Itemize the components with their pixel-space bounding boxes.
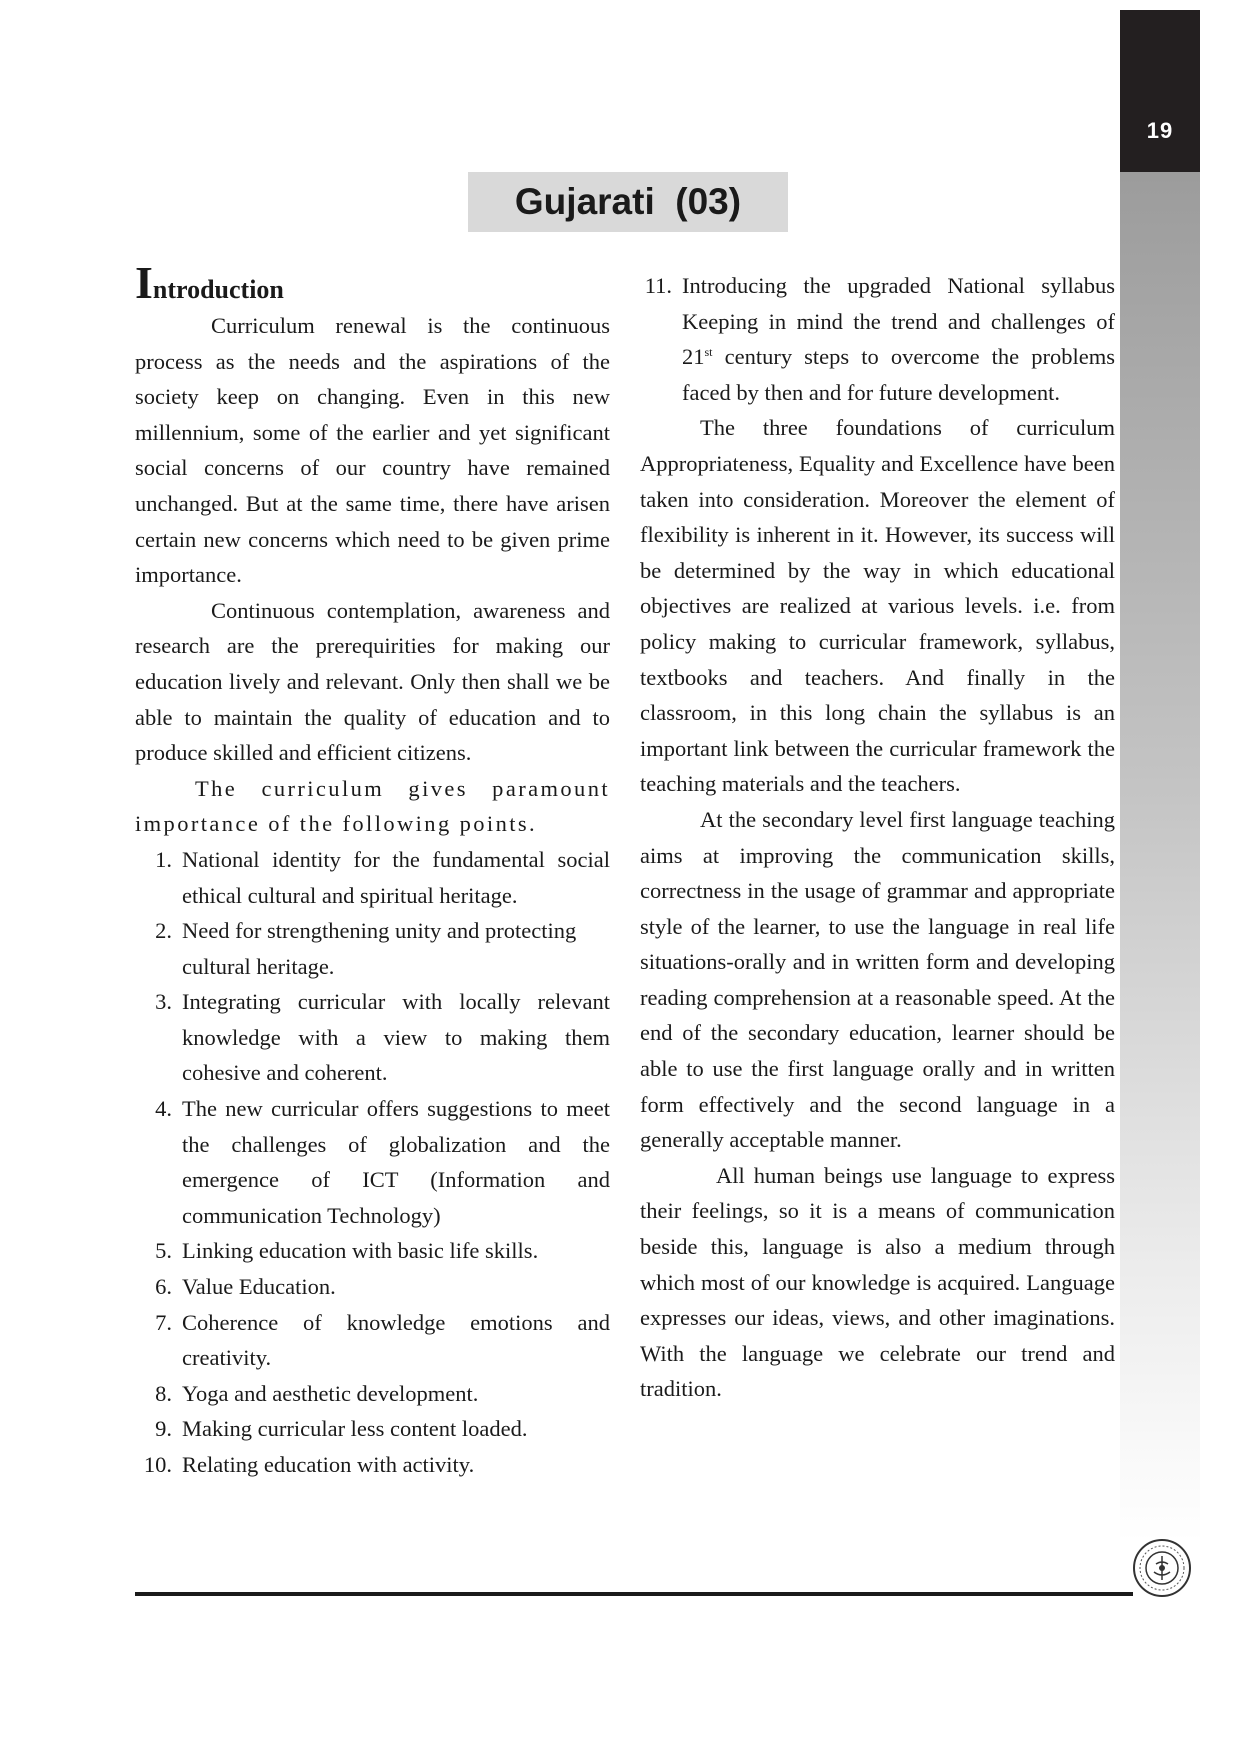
list-item-number: 10.	[143, 1452, 172, 1477]
list-item-text: The new curricular offers suggestions to meet the challenges of globalization and the emergence of ICT (Information and communication Technology)	[182, 1096, 610, 1228]
left-column	[135, 257, 610, 1483]
body-paragraph-2: At the secondary level first language teaching aims at improving the communication skills, correctness in the usage of grammar and appropriate style of the learner, to use the language in real life situations-orally and in written form and developing reading comprehension at a reasonable speed. At the end of the secondary education, learner should be able to use the first language orally and in written form effectively and the second language in a generally acceptable manner.	[640, 806, 1115, 1153]
board-seal-icon	[1132, 1538, 1192, 1598]
list-item	[135, 984, 610, 1091]
list-item	[135, 1376, 610, 1412]
list-item-text: Introducing the upgraded National syllabus Keeping in mind the trend and challenges of 21st century steps to overcome the problems faced by then and for future development.	[682, 273, 1115, 405]
intro-paragraph-1: Curriculum renewal is the continuous process as the needs and the aspirations of the society keep on changing. Even in this new millennium, some of the earlier and yet significant social concerns of our country have remained unchanged. But at the same time, there have arisen certain new concerns which need to be given prime importance.	[135, 313, 610, 588]
list-item-number: 1.	[155, 846, 172, 872]
list-item	[135, 842, 610, 913]
page-number-tab	[1120, 10, 1200, 172]
list-item	[135, 1269, 610, 1305]
side-gradient-bar	[1120, 172, 1200, 1542]
list-item	[135, 913, 610, 984]
heading-initial: I	[135, 257, 153, 308]
introduction-heading	[135, 257, 610, 308]
body-paragraph-3: All human beings use language to express their feelings, so it is a means of communication beside this, language is also a medium through which most of our knowledge is acquired. Language expresses our ideas, views, and other imaginations. With the language we celebrate our trend and tradition.	[640, 1162, 1115, 1402]
points-list	[135, 842, 610, 1483]
list-item-text: Coherence of knowledge emotions and creativity.	[182, 1309, 610, 1371]
superscript: st	[704, 345, 713, 360]
list-item-text: Integrating curricular with locally relevant knowledge with a view to making them cohesive and coherent.	[182, 989, 610, 1086]
list-item-text: Need for strengthening unity and protecting cultural heritage.	[182, 918, 577, 979]
page-number: 19	[1146, 118, 1174, 143]
list-item	[135, 1447, 610, 1483]
page-title: Gujarati (03)	[514, 181, 742, 222]
list-item-number: 9.	[155, 1416, 172, 1442]
list-item	[635, 268, 1115, 410]
intro-paragraph-3-text: The curriculum gives paramount importance of the following points.	[135, 775, 610, 837]
intro-paragraph-2: Continuous contemplation, awareness and research are the prerequirities for making our education lively and relevant. Only then shall we be able to maintain the quality of education and to produce skilled and efficient citizens.	[135, 597, 610, 766]
list-item-text: Yoga and aesthetic development.	[182, 1380, 479, 1406]
list-item	[135, 1305, 610, 1376]
list-item-text: Linking education with basic life skills.	[182, 1238, 539, 1264]
list-item-number: 3.	[155, 989, 172, 1015]
list-item-number: 5.	[155, 1238, 172, 1264]
list-item	[135, 1411, 610, 1447]
list-item	[135, 1091, 610, 1233]
list-item-text: Making curricular less content loaded.	[182, 1416, 528, 1442]
right-column	[640, 268, 1115, 1407]
list-item-number: 4.	[155, 1096, 172, 1122]
title-box	[468, 172, 788, 232]
footer-rule	[135, 1592, 1133, 1596]
intro-paragraph-3	[135, 771, 610, 842]
points-list-continued	[640, 268, 1115, 410]
list-item-number: 2.	[155, 918, 172, 944]
heading-rest: ntroduction	[152, 275, 284, 304]
list-item-text: Value Education.	[182, 1274, 336, 1300]
body-paragraph-1: The three foundations of curriculum Appropriateness, Equality and Excellence have been taken into consideration. Moreover the element of flexibility is inherent in it. However, its success will be determined by the way in which educational objectives are realized at various levels. i.e. from policy making to curricular framework, syllabus, textbooks and teachers. And finally in the classroom, in this long chain the syllabus is an important link between the curricular framework the teaching materials and the teachers.	[640, 415, 1115, 797]
list-item	[135, 1233, 610, 1269]
list-item-number: 7.	[155, 1309, 172, 1335]
list-item-text: Relating education with activity.	[182, 1452, 475, 1477]
list-item-number: 8.	[155, 1380, 172, 1406]
list-item-number: 11.	[644, 273, 672, 298]
list-item-text: National identity for the fundamental social ethical cultural and spiritual heritage.	[182, 846, 610, 908]
list-item-number: 6.	[155, 1274, 172, 1300]
